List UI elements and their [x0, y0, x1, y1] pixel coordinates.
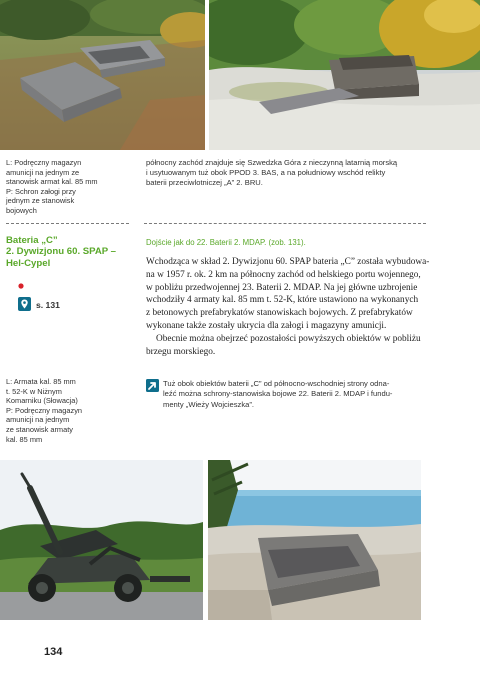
photo-bottom-right: [208, 460, 421, 620]
caption-line: stanowisk armat kal. 85 mm: [6, 177, 98, 187]
photo-bottom-left: [0, 460, 203, 620]
section-title-line: 2. Dywizjonu 60. SPAP –: [6, 246, 117, 258]
divider-caption: [6, 223, 129, 224]
intro-line: północny zachód znajduje się Szwedzka Góra z nieczynną latarnią morską: [146, 158, 398, 167]
body-line: na w 1957 r. ok. 2 km na północny zachód od helskiego portu wojennego,: [146, 269, 421, 280]
caption-line: Komarniku (Słowacja): [6, 396, 78, 406]
caption-line: L: Podręczny magazyn: [6, 158, 82, 167]
body-line: Wchodząca w skład 2. Dywizjonu 60. SPAP bateria „C” została wybudowa-: [146, 257, 430, 267]
caption-line: P: Schron załogi przy: [6, 186, 76, 196]
caption-line: amunicji na jednym: [6, 415, 70, 425]
body-line: w pobliżu przedwojennej 23. Baterii 2. MDAP. Na jej główne uzbrojenie: [146, 282, 418, 293]
divider-main: [144, 223, 426, 224]
caption-line: amunicji na jednym ze: [6, 167, 80, 177]
tip-line: Tuż obok obiektów baterii „C” od północno-wschodniej strony odna-: [163, 379, 390, 388]
section-title: [6, 235, 141, 269]
caption-line: kal. 85 mm: [6, 434, 43, 444]
body-line: brzegu morskiego.: [146, 346, 216, 357]
map-pin-badge-icon: [18, 297, 31, 311]
caption-line: jednym ze stanowisk: [6, 196, 75, 206]
caption-line: t. 52-K w Niżnym: [6, 386, 62, 396]
body-line: z betonowych prefabrykatów stanowiskach bojowych. Z prefabrykatów: [146, 308, 413, 319]
body-line: Obecnie można obejrzeć pozostałości powyższych obiektów w pobliżu: [156, 333, 421, 344]
section-title-line: Hel-Cypel: [6, 257, 51, 269]
caption-line: bojowych: [6, 205, 37, 215]
red-marker-icon: [18, 276, 24, 282]
intro-line: baterii przeciwlotniczej „A” 2. BRU.: [146, 178, 263, 188]
caption-line: L: Armata kal. 85 mm: [6, 377, 76, 386]
photo-top-left: [0, 0, 205, 150]
tip-arrow-icon: [146, 379, 159, 392]
body-line: wchodziły 4 armaty kal. 85 mm t. 52-K, które ustawiono na wykonanych: [146, 295, 419, 306]
intro-paragraph: [146, 158, 476, 189]
section-body: [146, 256, 446, 358]
section-title-line: Bateria „C”: [6, 235, 58, 246]
top-photo-caption: [6, 158, 131, 216]
tip-note: [163, 379, 463, 410]
page-number: 134: [44, 646, 63, 658]
page-reference[interactable]: s. 131: [36, 300, 60, 310]
caption-line: ze stanowisk armaty: [6, 424, 73, 434]
intro-line: i usytuowanym tuż obok PPOD 3. BAS, a na południowy wschód relikty: [146, 168, 386, 178]
caption-line: P: Podręczny magazyn: [6, 405, 82, 415]
bottom-photo-caption: [6, 377, 131, 444]
photo-top-right: [209, 0, 480, 150]
tip-line: menty „Wieży Wojcieszka”.: [163, 399, 254, 409]
directions-text: Dojście jak do 22. Baterii 2. MDAP. (zob. 131).: [146, 238, 306, 247]
body-line: wykonane także zostały ukrycia dla załogi i magazyny amunicji.: [146, 320, 387, 331]
tip-line: leźć można schrony-stanowiska bojowe 22. Baterii 2. MDAP i fundu-: [163, 389, 393, 399]
